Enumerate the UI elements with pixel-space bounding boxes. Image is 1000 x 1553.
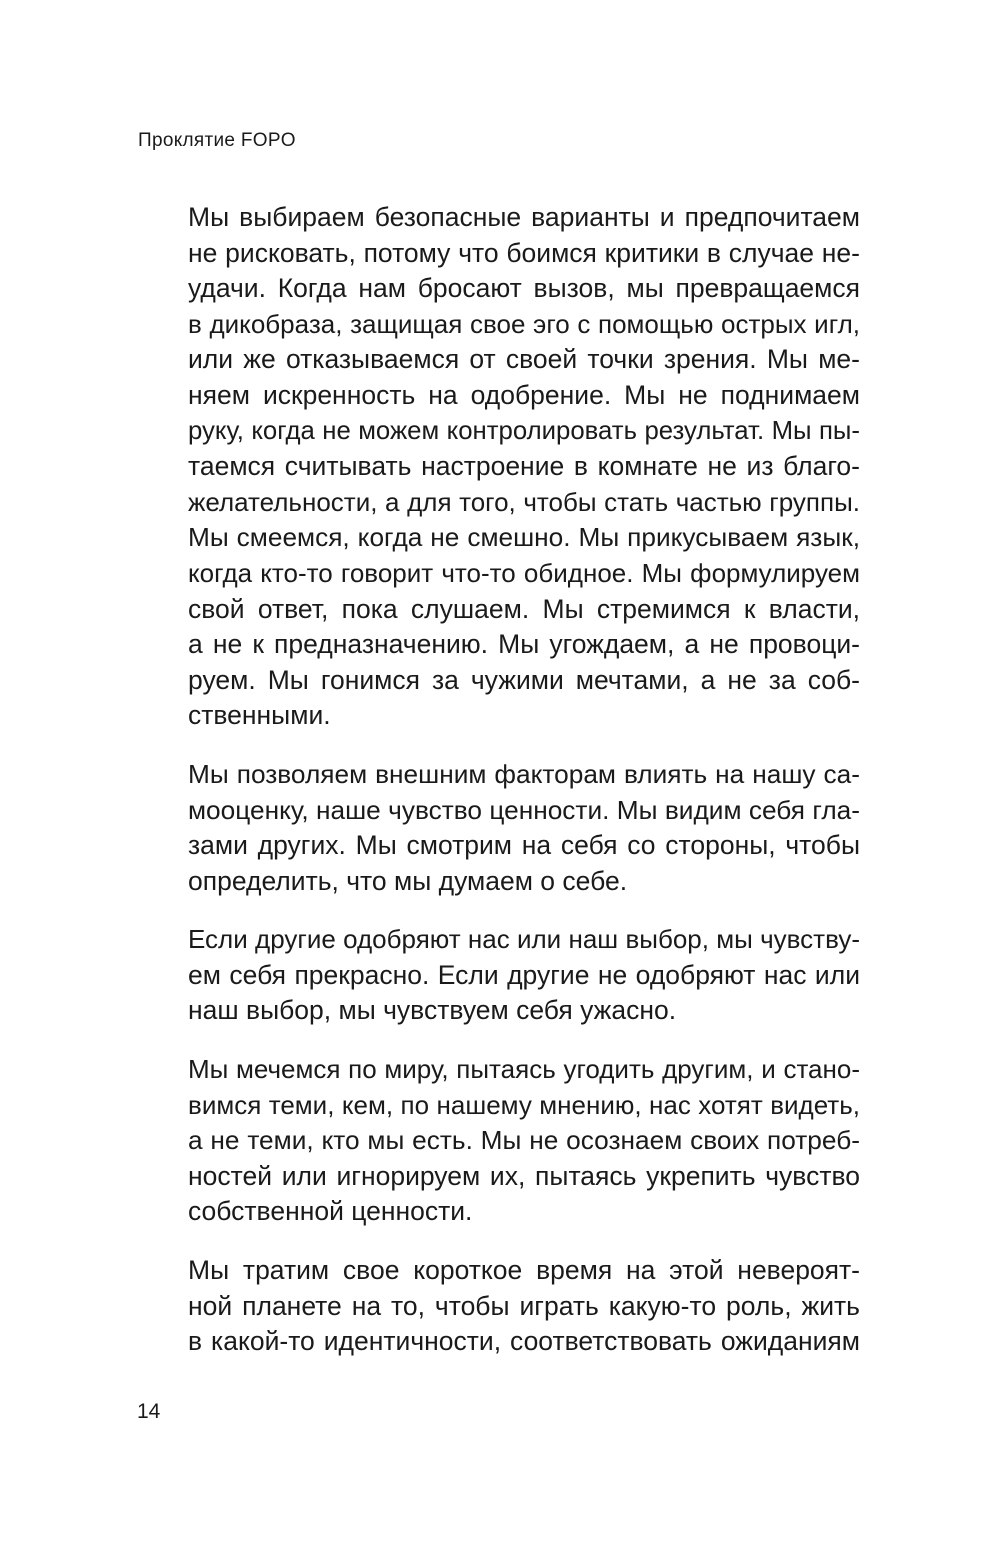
text-line: Мы мечемся по миру, пытаясь угодить другим, и стано-	[188, 1054, 860, 1085]
text-line: таемся считывать настроение в комнате не из благо-	[188, 451, 860, 482]
text-line: руку, когда не можем контролировать результат. Мы пы-	[188, 416, 860, 445]
paragraph	[188, 1052, 860, 1230]
text-line: Мы тратим свое короткое время на этой невероят-	[188, 1255, 860, 1286]
text-line: Мы позволяем внешним факторам влиять на нашу са-	[188, 758, 860, 789]
text-line: наш выбор, мы чувствуем себя ужасно.	[188, 995, 677, 1026]
text-line: собственной ценности.	[188, 1196, 473, 1227]
text-line: в дикобраза, защищая свое эго с помощью острых игл,	[188, 308, 860, 339]
text-line: няем искренность на одобрение. Мы не поднимаем	[188, 379, 860, 410]
text-line: не рисковать, потому что боимся критики в случае не-	[188, 237, 860, 268]
text-line: свой ответ, пока слушаем. Мы стремимся к власти,	[188, 593, 860, 624]
paragraph	[188, 922, 860, 1029]
text-line: определить, что мы думаем о себе.	[188, 865, 628, 896]
text-line: когда кто-то говорит что-то обидное. Мы формулируем	[188, 557, 860, 588]
text-line: вимся теми, кем, по нашему мнению, нас хотят видеть,	[188, 1089, 860, 1120]
text-line: Мы выбираем безопасные варианты и предпочитаем	[188, 202, 860, 232]
text-line: а не теми, кто мы есть. Мы не осознаем своих потреб-	[188, 1125, 860, 1156]
text-line: руем. Мы гонимся за чужими мечтами, а не за соб-	[188, 664, 860, 695]
page-number: 14	[137, 1400, 161, 1423]
text-line: Если другие одобряют нас или наш выбор, мы чувству-	[188, 924, 860, 955]
text-line: ной планете на то, чтобы играть какую-то роль, жить	[188, 1290, 860, 1321]
running-title: Проклятие FOPO	[138, 130, 296, 151]
text-line: а не к предназначению. Мы угождаем, а не провоци-	[188, 629, 860, 660]
text-line: в какой-то идентичности, соответствовать ожиданиям	[188, 1326, 860, 1357]
paragraph	[188, 757, 860, 899]
text-line: ственными.	[188, 700, 331, 731]
paragraph	[188, 1253, 860, 1360]
text-line: Мы смеемся, когда не смешно. Мы прикусываем язык,	[188, 522, 860, 553]
paragraph	[188, 200, 860, 734]
body-text	[188, 200, 860, 1383]
text-line: мооценку, наше чувство ценности. Мы видим себя гла-	[188, 794, 860, 825]
text-line: или же отказываемся от своей точки зрения. Мы ме-	[188, 344, 860, 375]
text-line: зами других. Мы смотрим на себя со стороны, чтобы	[188, 830, 860, 861]
text-line: удачи. Когда нам бросают вызов, мы превращаемся	[188, 273, 860, 304]
text-line: желательности, а для того, чтобы стать частью группы.	[188, 486, 860, 517]
text-line: ностей или игнорируем их, пытаясь укрепить чувство	[188, 1160, 860, 1191]
text-line: ем себя прекрасно. Если другие не одобряют нас или	[188, 959, 860, 990]
